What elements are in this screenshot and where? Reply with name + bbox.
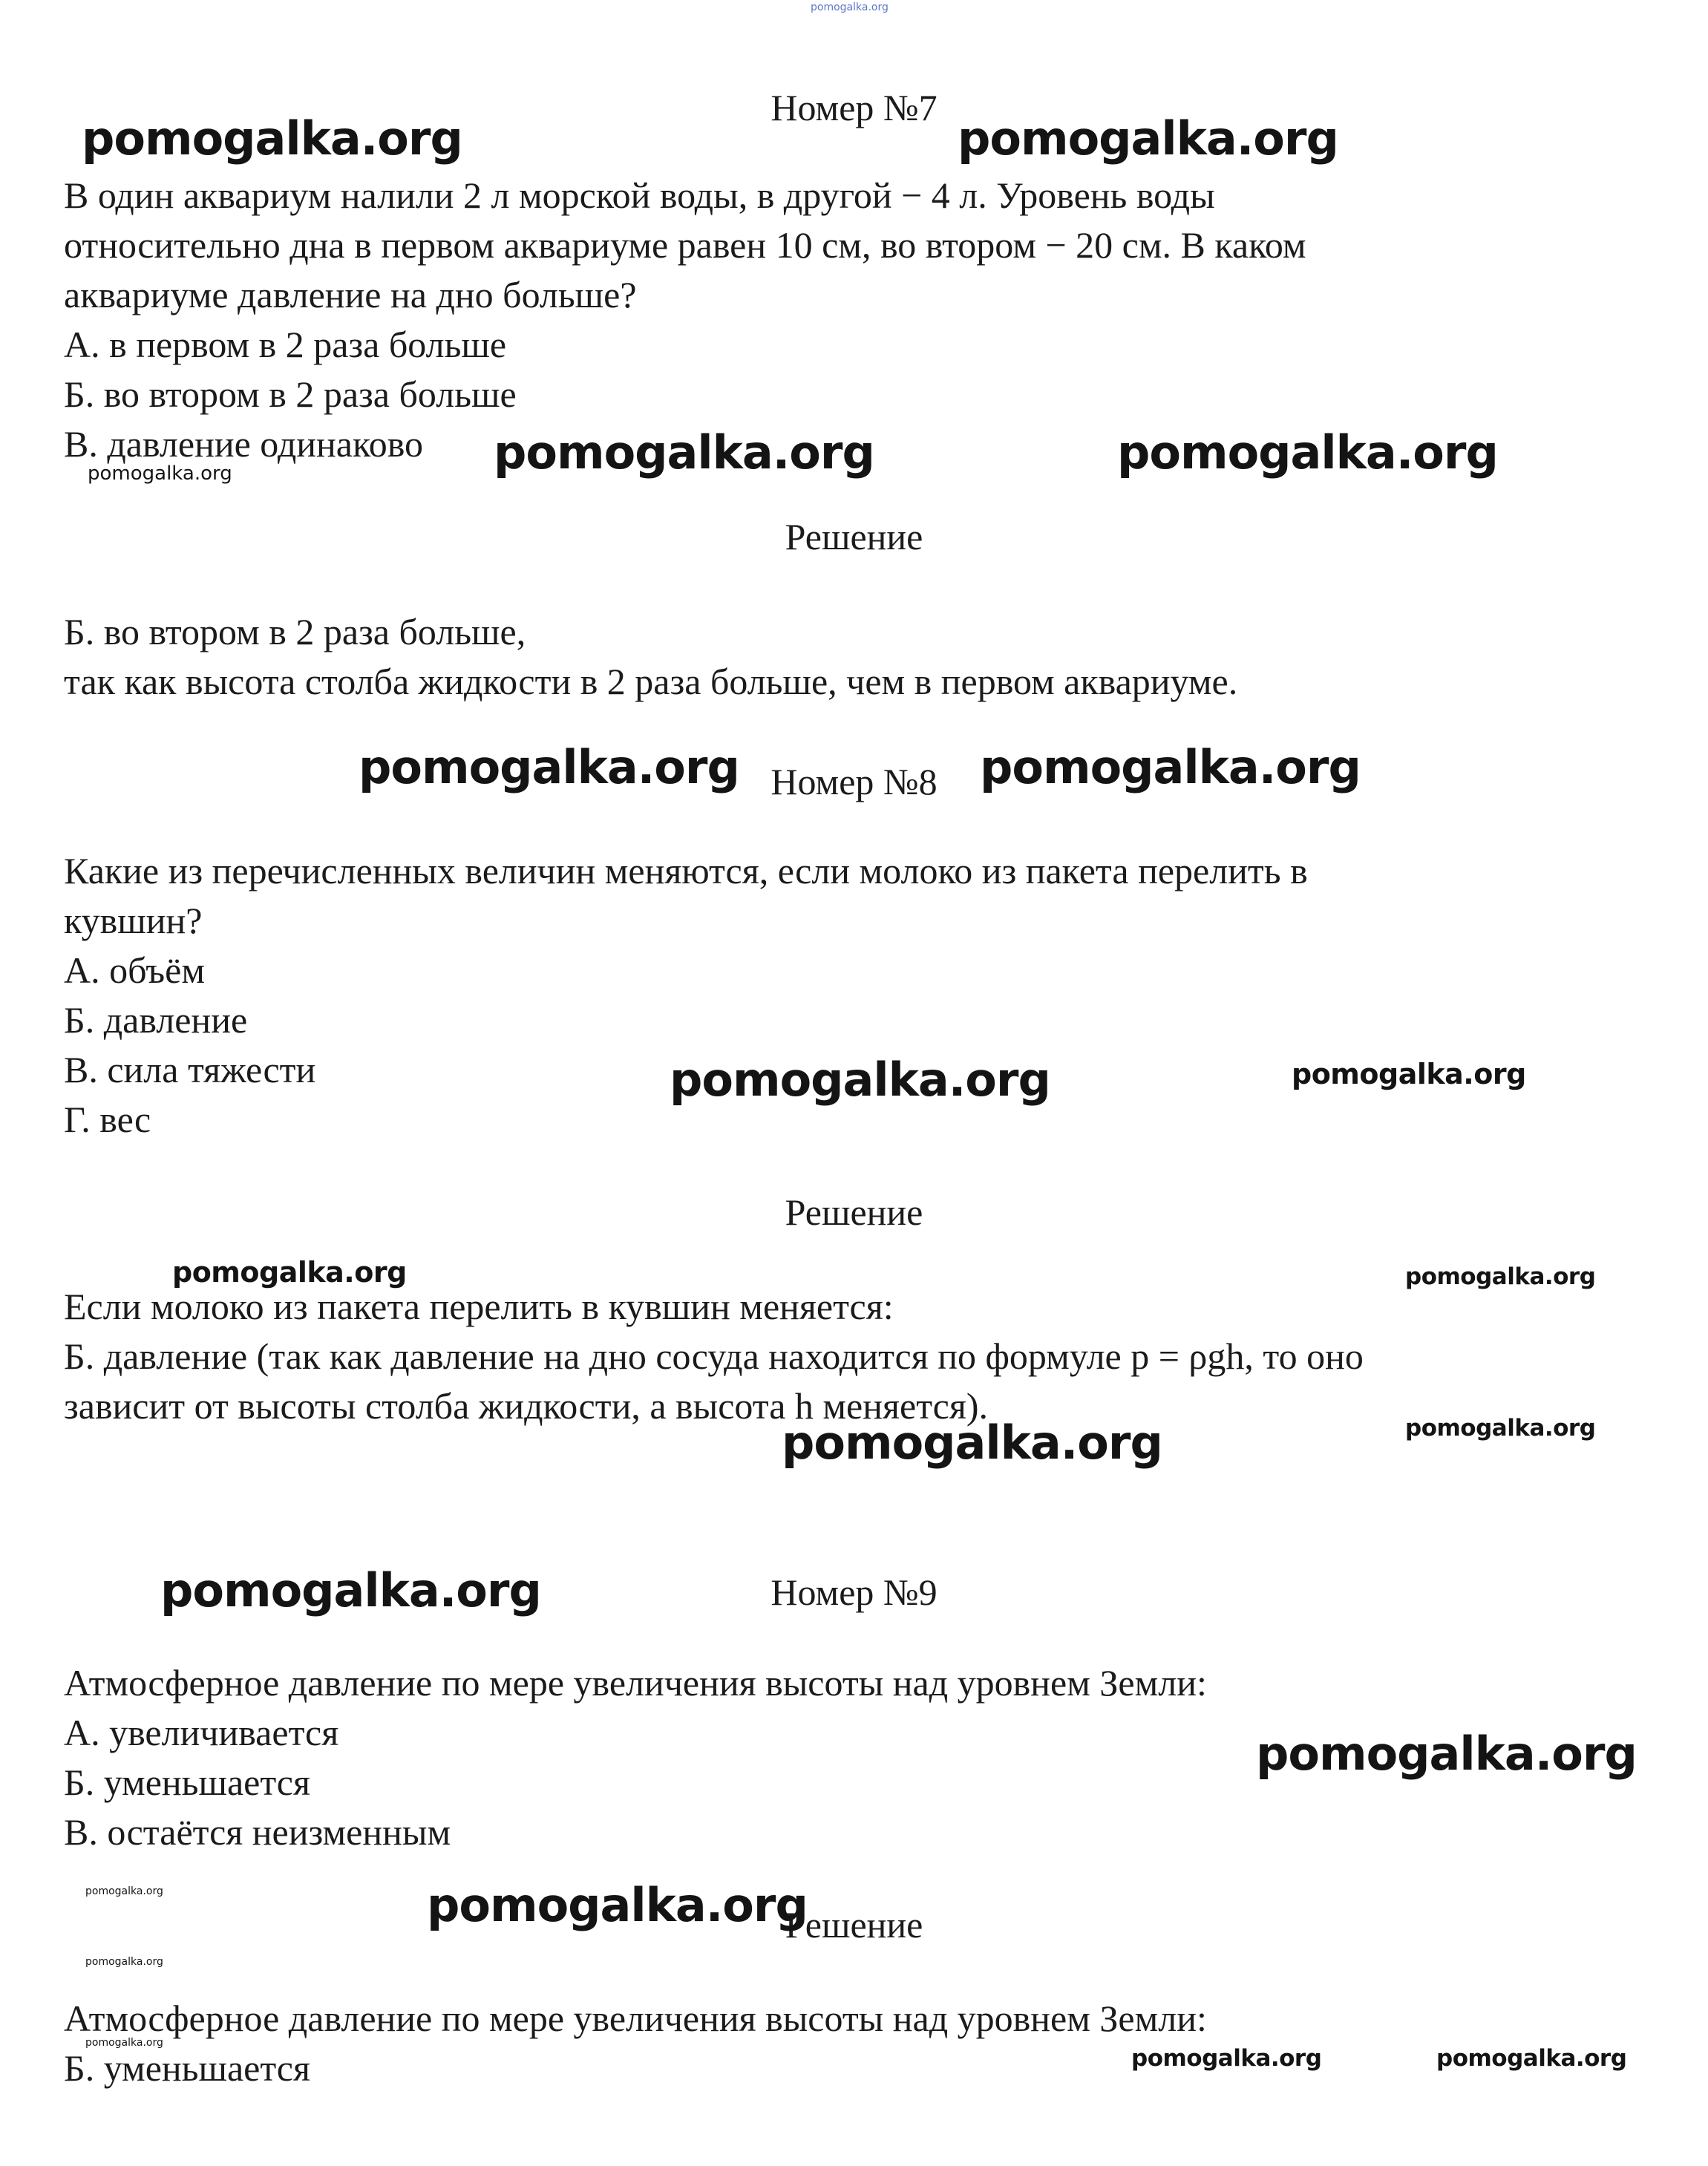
watermark: pomogalka.org <box>980 740 1361 794</box>
watermark: pomogalka.org <box>782 1416 1162 1470</box>
watermark: pomogalka.org <box>172 1256 407 1289</box>
watermark: pomogalka.org <box>85 1885 163 1897</box>
watermark: pomogalka.org <box>1256 1727 1637 1781</box>
watermark: pomogalka.org <box>427 1878 808 1932</box>
problem-8-question-line: Какие из перечисленных величин меняются, если молоко из пакета перелить в <box>64 850 1308 891</box>
problem-9-question-line: Атмосферное давление по мере увеличения высоты над уровнем Земли: <box>64 1662 1207 1704</box>
problem-8-question-line: кувшин? <box>64 900 203 941</box>
problem-9-option-b: Б. уменьшается <box>64 1761 310 1803</box>
top-watermark: pomogalka.org <box>811 1 889 13</box>
watermark: pomogalka.org <box>494 425 874 480</box>
problem-8-solution-line: Если молоко из пакета перелить в кувшин меняется: <box>64 1286 894 1327</box>
watermark: pomogalka.org <box>82 111 462 166</box>
problem-9-option-a: А. увеличивается <box>64 1712 339 1753</box>
problem-7-solution-title: Решение <box>785 516 923 557</box>
problem-8-solution-title: Решение <box>785 1191 923 1233</box>
problem-8-option-v: В. сила тяжести <box>64 1049 316 1090</box>
problem-7-solution-line: так как высота столба жидкости в 2 раза больше, чем в первом аквариуме. <box>64 661 1238 702</box>
watermark: pomogalka.org <box>1292 1058 1526 1090</box>
problem-7-question-line: аквариуме давление на дно больше? <box>64 274 637 315</box>
problem-8-solution-line: зависит от высоты столба жидкости, а высота h меняется). <box>64 1385 988 1427</box>
watermark: pomogalka.org <box>1131 2045 1322 2072</box>
problem-7-solution-line: Б. во втором в 2 раза больше, <box>64 611 526 652</box>
problem-8-option-g: Г. вес <box>64 1099 151 1140</box>
problem-7-question-line: В один аквариум налили 2 л морской воды, в другой − 4 л. Уровень воды <box>64 174 1215 216</box>
watermark: pomogalka.org <box>359 740 739 794</box>
problem-7-option-b: Б. во втором в 2 раза больше <box>64 373 517 415</box>
problem-9-solution-line: Атмосферное давление по мере увеличения высоты над уровнем Земли: <box>64 1998 1207 2039</box>
problem-9-title: Номер №9 <box>770 1571 938 1613</box>
watermark: pomogalka.org <box>958 111 1338 166</box>
problem-9-option-v: В. остаётся неизменным <box>64 1811 451 1853</box>
watermark: pomogalka.org <box>85 1956 163 1968</box>
problem-8-title: Номер №8 <box>770 761 938 802</box>
problem-8-solution-line: Б. давление (так как давление на дно сосуда находится по формуле p = ρgh, то оно <box>64 1335 1364 1377</box>
problem-8-option-b: Б. давление <box>64 999 248 1041</box>
problem-7-option-a: А. в первом в 2 раза больше <box>64 324 507 365</box>
problem-9-solution-title: Решение <box>785 1904 923 1946</box>
watermark: pomogalka.org <box>1436 2045 1627 2072</box>
problem-7-question-line: относительно дна в первом аквариуме равен 10 см, во втором − 20 см. В каком <box>64 224 1306 266</box>
problem-7-option-v: В. давление одинаково <box>64 423 424 465</box>
watermark: pomogalka.org <box>1117 425 1498 480</box>
watermark: pomogalka.org <box>85 2037 163 2049</box>
watermark: pomogalka.org <box>1405 1415 1596 1442</box>
watermark: pomogalka.org <box>670 1053 1050 1107</box>
problem-7-title: Номер №7 <box>770 87 938 128</box>
watermark: pomogalka.org <box>1405 1263 1596 1290</box>
problem-9-solution-line: Б. уменьшается <box>64 2047 310 2089</box>
watermark: pomogalka.org <box>88 462 232 485</box>
problem-8-option-a: А. объём <box>64 949 205 991</box>
watermark: pomogalka.org <box>160 1563 541 1617</box>
